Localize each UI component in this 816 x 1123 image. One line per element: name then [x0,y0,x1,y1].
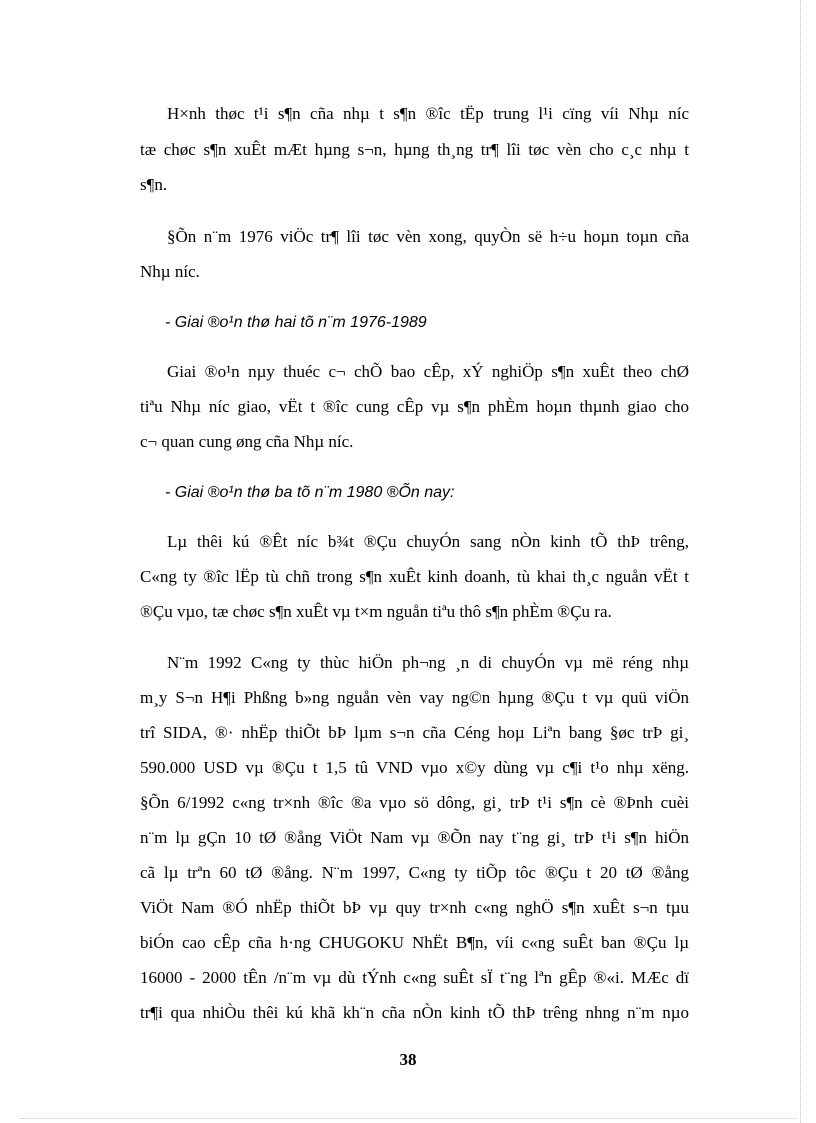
text-line: tr¶i qua nhiÒu thêi kú khã kh¨n cña nÒn kinh tÕ thÞ trêng nhng n¨m nµo [140,1003,689,1022]
text-line: n¨m lµ gÇn 10 tØ ®ång ViÖt Nam vµ ®Õn nay t¨ng gi¸ trÞ t¹i s¶n hiÖn [140,828,689,847]
page-number: 38 [399,1050,417,1069]
text-line: biÓn cao cÊp cña h·ng CHUGOKU NhËt B¶n, víi c«ng suÊt ban ®Çu lµ [140,933,689,952]
text-line: tæ chøc s¶n xuÊt mÆt hµng s¬n, hµng th¸ng tr¶ lîi tøc vèn cho c¸c nhµ t [140,140,689,159]
text-line: Giai ®o¹n nµy thuéc c¬ chÕ bao cÊp, xÝ nghiÖp s¶n xuÊt theo chØ [167,362,689,381]
text-line: 590.000 USD vµ ®Çu t 1,5 tû VND vµo x©y dùng vµ c¶i t¹o nhµ xëng. [140,758,689,777]
text-line: Nhµ níc. [140,262,200,281]
text-line: N¨m 1992 C«ng ty thùc hiÖn ph¬ng ¸n di chuyÓn vµ më réng nhµ [167,653,689,672]
text-line: ViÖt Nam ®Ó nhËp thiÕt bÞ vµ quy tr×nh c«ng nghÖ s¶n xuÊt s¬n tµu [140,898,689,917]
text-line: cã lµ trªn 60 tØ ®ång. N¨m 1997, C«ng ty tiÕp tôc ®Çu t 20 tØ ®ång [140,863,689,882]
text-line: s¶n. [140,175,168,194]
text-line: trî SIDA, ®· nhËp thiÕt bÞ lµm s¬n cña Céng hoµ Liªn bang §øc trÞ gi¸ [140,723,689,742]
text-line: C«ng ty ®îc lËp tù chñ trong s¶n xuÊt kinh doanh, tù khai th¸c nguån vËt t [140,567,689,586]
text-line: §Õn 6/1992 c«ng tr×nh ®îc ®a vµo sö dông, gi¸ trÞ t¹i s¶n cè ®Þnh cuèi [140,793,689,812]
text-line: c¬ quan cung øng cña Nhµ níc. [140,432,354,451]
page-boundary-right [800,0,801,1123]
text-line: - Giai ®o¹n thø hai tõ n¨m 1976-1989 [165,314,427,331]
text-line: - Giai ®o¹n thø ba tõ n¨m 1980 ®Õn nay: [165,484,455,501]
text-line: 16000 - 2000 tÊn /n¨m vµ dù tÝnh c«ng suÊt sÏ t¨ng lªn gÊp ®«i. MÆc dï [140,968,689,987]
text-line: tiªu Nhµ níc giao, vËt t ®îc cung cÊp vµ s¶n phÈm hoµn thµnh giao cho [140,397,689,416]
text-line: m¸y S¬n H¶i Phßng b»ng nguån vèn vay ng©n hµng ®Çu t vµ quü viÖn [140,688,689,707]
page-boundary-bottom [20,1118,796,1119]
text-line: Lµ thêi kú ®Êt níc b¾t ®Çu chuyÓn sang nÒn kinh tÕ thÞ trêng, [167,532,689,551]
text-line: ®Çu vµo, tæ chøc s¶n xuÊt vµ t×m nguån tiªu thô s¶n phÈm ®Çu ra. [140,602,612,621]
text-line: §Õn n¨m 1976 viÖc tr¶ lîi tøc vèn xong, quyÒn së h÷u hoµn toµn cña [167,227,689,246]
text-line: H×nh thøc t¹i s¶n cña nhµ t s¶n ®îc tËp trung l¹i cïng víi Nhµ níc [167,104,689,123]
